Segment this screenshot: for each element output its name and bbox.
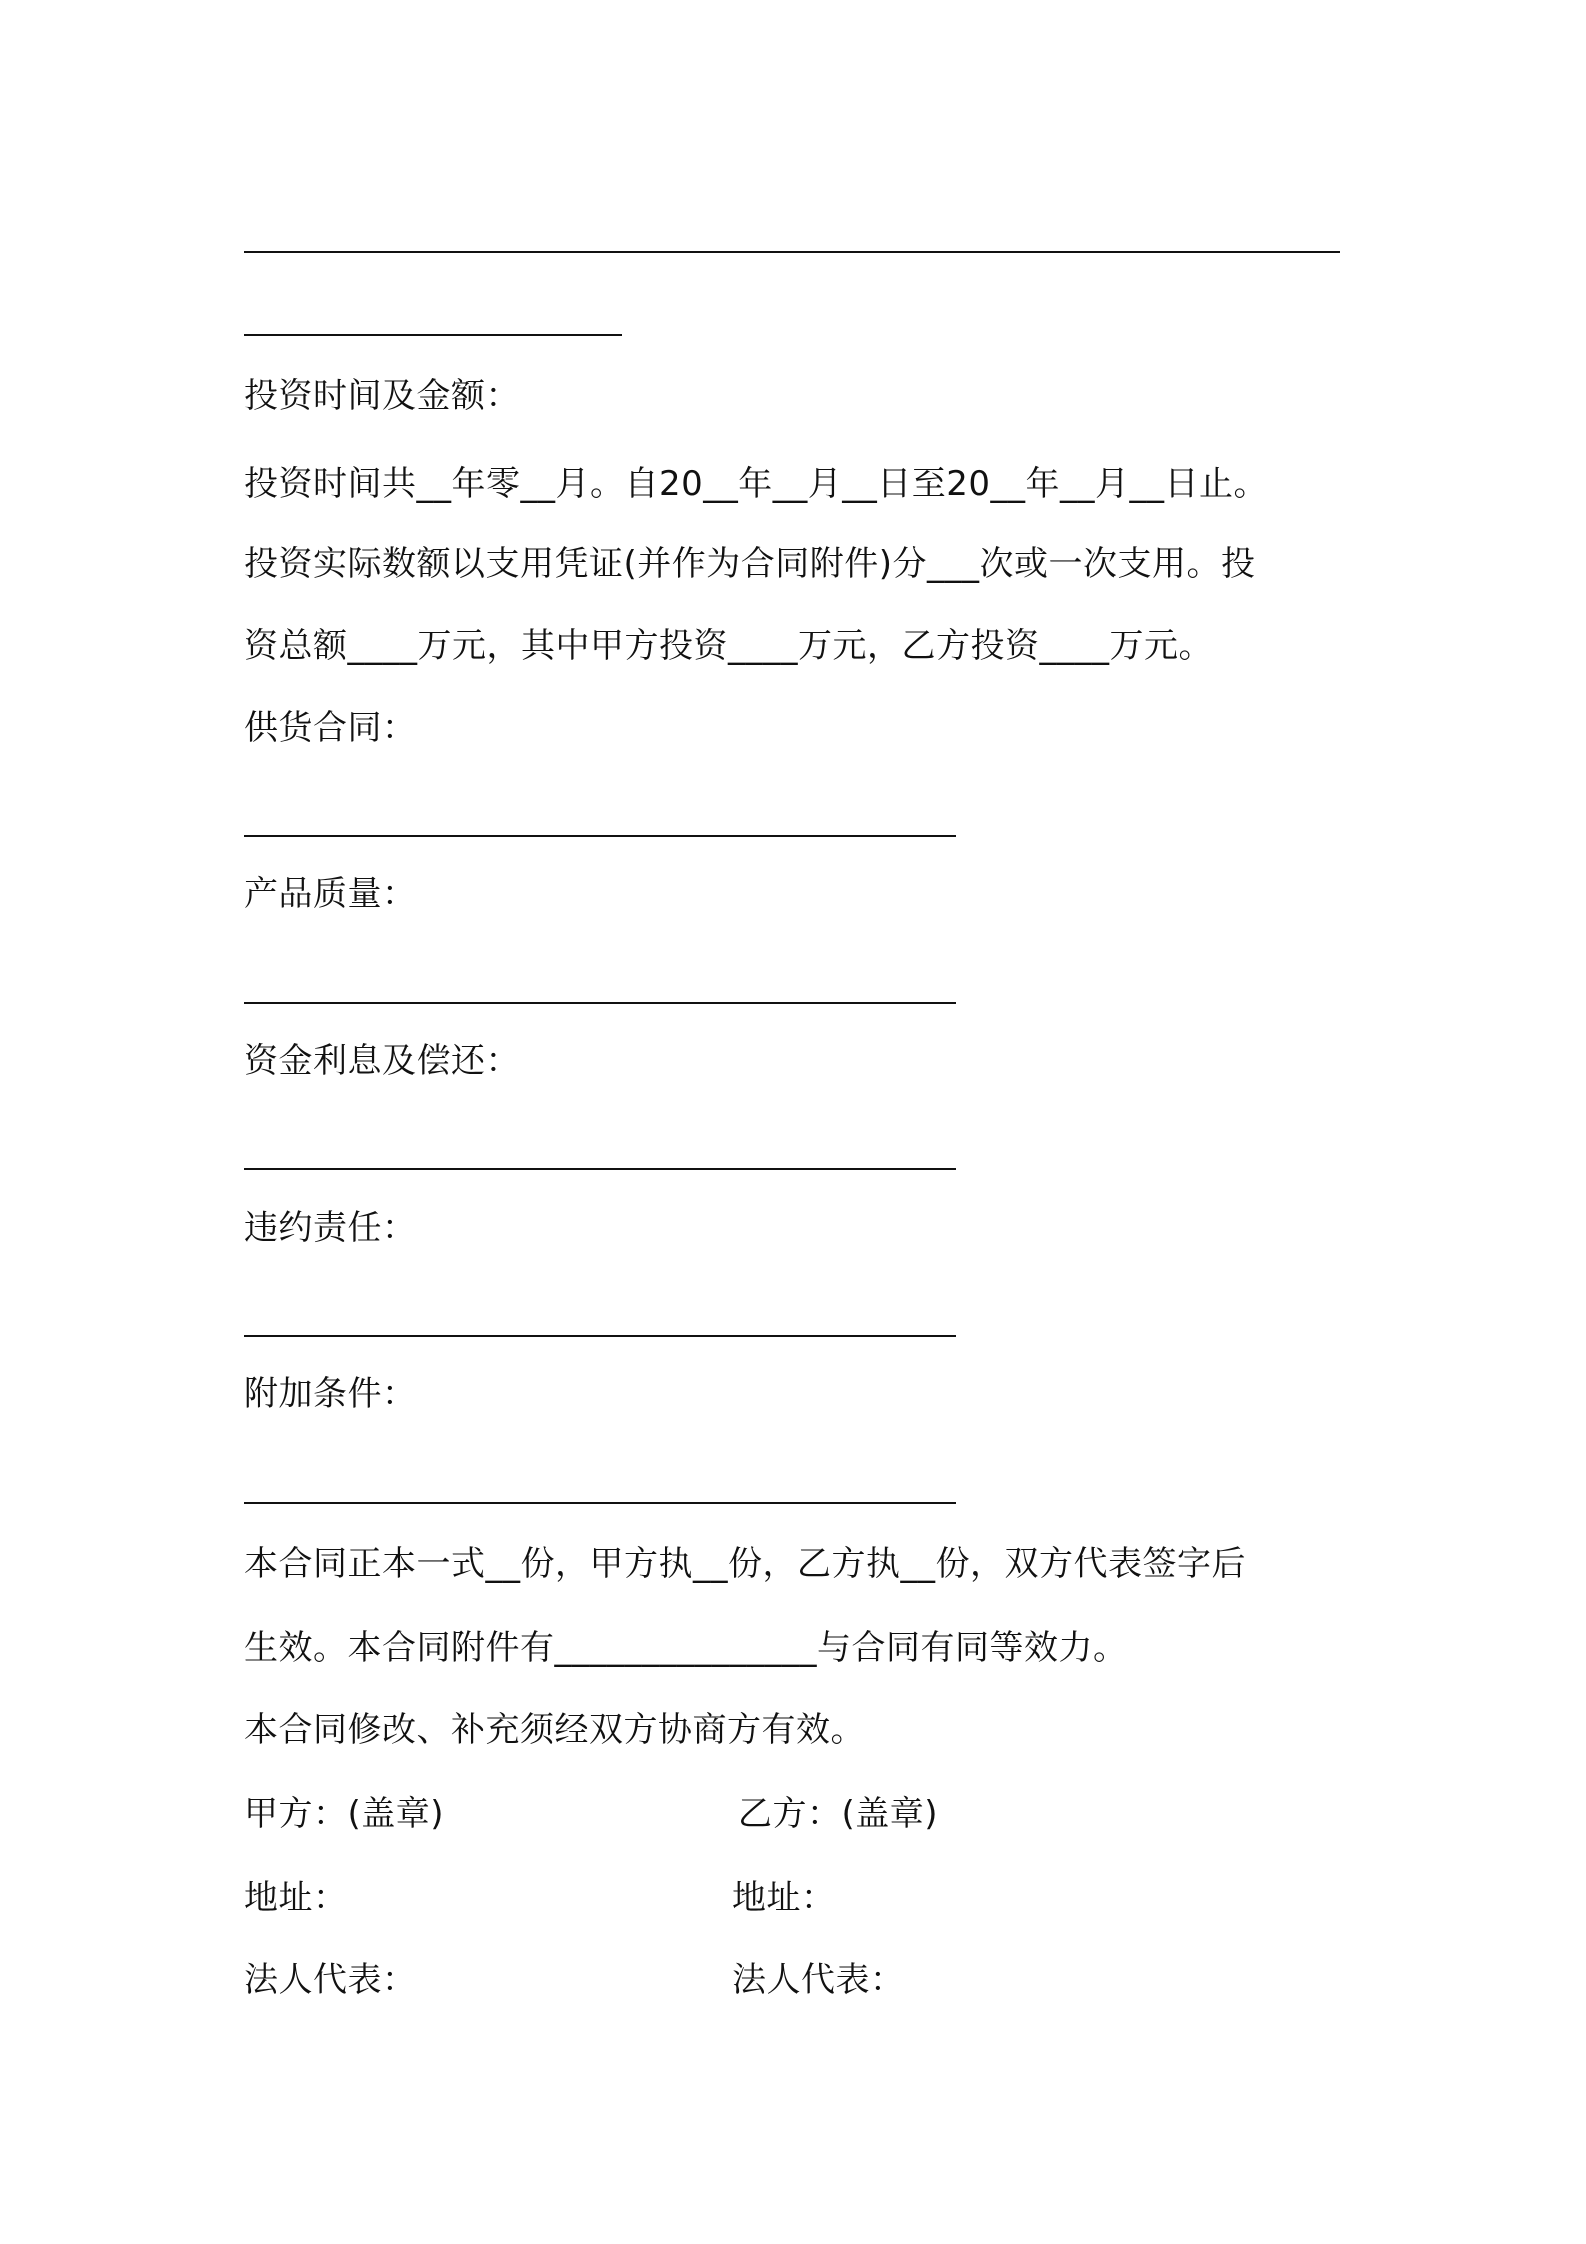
party-a-address: 地址： [244,1878,348,1918]
investment-body-line-1: 投资时间共__年零__月。自20__年__月__日至20__年__月__日止。 [244,464,1269,504]
blank-line [244,334,622,336]
conditions-heading: 附加条件： [244,1374,417,1414]
blank-line [244,1335,956,1337]
interest-heading: 资金利息及偿还： [244,1041,520,1081]
party-b-representative: 法人代表： [732,1960,905,2000]
blank-line [244,1002,956,1004]
party-b-address: 地址： [732,1878,836,1918]
investment-body-line-2: 投资实际数额以支用凭证(并作为合同附件)分___次或一次支用。投 [244,544,1256,584]
investment-heading: 投资时间及金额： [244,376,520,416]
investment-body-line-3: 资总额____万元，其中甲方投资____万元，乙方投资____万元。 [244,626,1213,666]
party-b-seal: 乙方：(盖章) [738,1794,939,1834]
quality-heading: 产品质量： [244,874,417,914]
copies-body-line-2: 生效。本合同附件有_______________与合同有同等效力。 [244,1628,1128,1668]
amendment-clause: 本合同修改、补充须经双方协商方有效。 [244,1710,865,1750]
blank-line [244,835,956,837]
copies-body-line-1: 本合同正本一式__份，甲方执__份，乙方执__份，双方代表签字后 [244,1544,1246,1584]
blank-line [244,251,1340,253]
liability-heading: 违约责任： [244,1208,417,1248]
supply-heading: 供货合同： [244,708,417,748]
party-a-representative: 法人代表： [244,1960,417,2000]
blank-line [244,1502,956,1504]
party-a-seal: 甲方：(盖章) [244,1794,445,1834]
blank-line [244,1168,956,1170]
